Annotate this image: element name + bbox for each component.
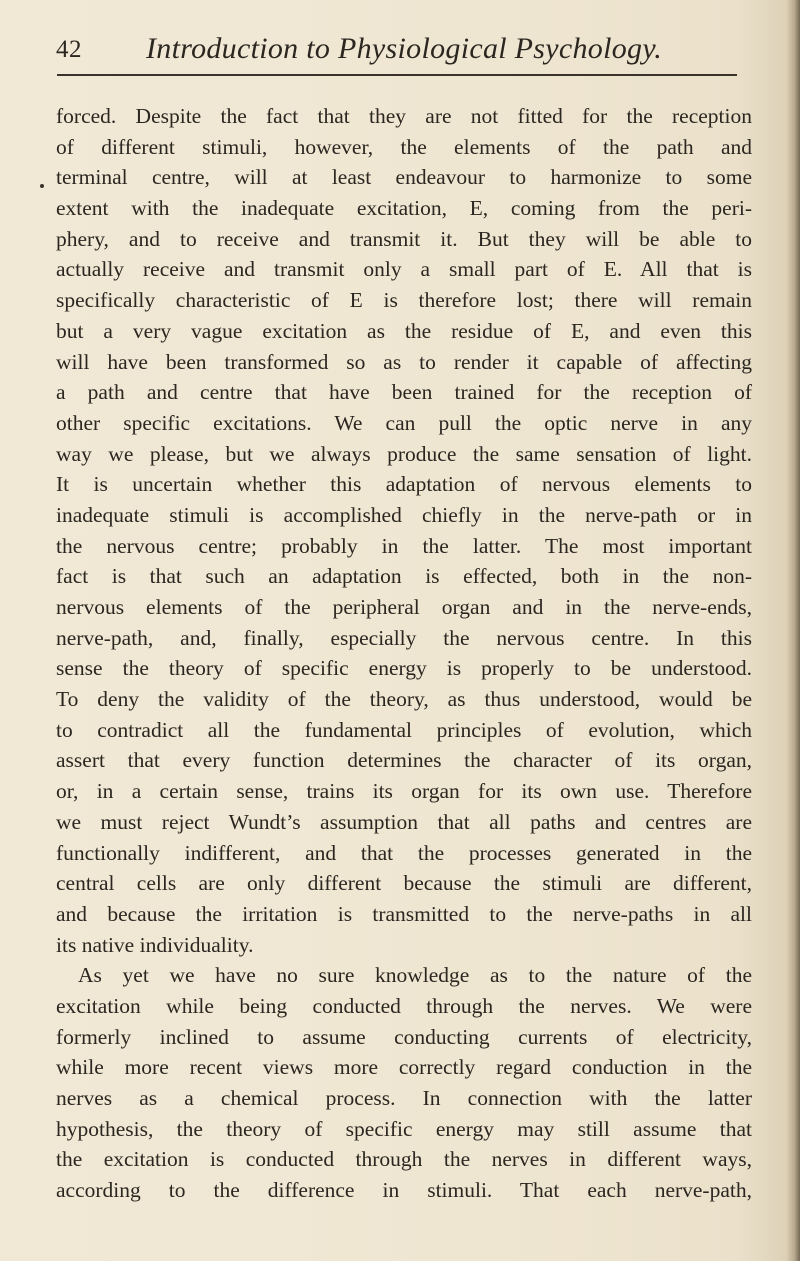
text-line: other specific excitations. We can pull the optic nerve in any bbox=[56, 410, 752, 435]
text-line: excitation while being conducted through the nerves. We were bbox=[56, 993, 752, 1018]
text-line: functionally indifferent, and that the processes generated in the bbox=[56, 840, 752, 865]
text-line: forced. Despite the fact that they are not fitted for the reception bbox=[56, 104, 752, 128]
text-line: the excitation is conducted through the nerves in different ways, bbox=[56, 1147, 752, 1172]
text-line: phery, and to receive and transmit it. But they will be able to bbox=[56, 226, 752, 251]
text-line: or, in a certain sense, trains its organ for its own use. Therefore bbox=[56, 779, 752, 804]
text-line: sense the theory of specific energy is properly to be understood. bbox=[56, 656, 752, 681]
text-line: assert that every function determines the character of its organ, bbox=[56, 748, 752, 773]
body-text bbox=[56, 101, 752, 1206]
text-line: actually receive and transmit only a small part of E. All that is bbox=[56, 257, 752, 282]
text-line: but a very vague excitation as the residue of E, and even this bbox=[56, 318, 752, 343]
page-number: 42 bbox=[56, 36, 82, 63]
text-line: while more recent views more correctly regard conduction in the bbox=[56, 1055, 752, 1080]
header-rule bbox=[57, 74, 737, 76]
text-line: the nervous centre; probably in the latter. The most important bbox=[56, 533, 752, 558]
text-line: hypothesis, the theory of specific energy may still assume that bbox=[56, 1116, 752, 1141]
text-line: according to the difference in stimuli. That each nerve-path, bbox=[56, 1178, 752, 1203]
text-line: nervous elements of the peripheral organ and in the nerve-ends, bbox=[56, 595, 752, 619]
page-header bbox=[56, 28, 756, 68]
text-line: its native individuality. bbox=[56, 932, 254, 957]
text-line: extent with the inadequate excitation, E, coming from the peri- bbox=[56, 196, 752, 221]
running-title: Introduction to Physiological Psychology. bbox=[146, 32, 663, 65]
page-edge-shadow bbox=[786, 0, 800, 1261]
text-line: a path and centre that have been trained for the reception of bbox=[56, 380, 752, 405]
text-line: to contradict all the fundamental principles of evolution, which bbox=[56, 717, 752, 742]
text-line: will have been transformed so as to render it capable of affecting bbox=[56, 349, 752, 374]
text-line: nerve-path, and, finally, especially the nervous centre. In this bbox=[56, 625, 752, 650]
text-line: formerly inclined to assume conducting currents of electricity, bbox=[56, 1024, 752, 1049]
text-line: It is uncertain whether this adaptation of nervous elements to bbox=[56, 472, 752, 497]
text-line: inadequate stimuli is accomplished chiefly in the nerve-path or in bbox=[56, 502, 752, 527]
text-line: fact is that such an adaptation is effected, both in the non- bbox=[56, 564, 752, 589]
text-line: To deny the validity of the theory, as thus understood, would be bbox=[56, 687, 752, 712]
margin-mark bbox=[40, 184, 44, 188]
text-line: As yet we have no sure knowledge as to the nature of the bbox=[78, 963, 752, 988]
text-line: terminal centre, will at least endeavour to harmonize to some bbox=[56, 165, 752, 190]
text-line: specifically characteristic of E is therefore lost; there will remain bbox=[56, 288, 752, 313]
text-line: nerves as a chemical process. In connection with the latter bbox=[56, 1086, 752, 1110]
text-line: central cells are only different because the stimuli are different, bbox=[56, 871, 752, 896]
text-line: way we please, but we always produce the same sensation of light. bbox=[56, 441, 752, 466]
text-line: and because the irritation is transmitted to the nerve-paths in all bbox=[56, 901, 752, 926]
text-line: of different stimuli, however, the elements of the path and bbox=[56, 134, 752, 159]
text-line: we must reject Wundt’s assumption that all paths and centres are bbox=[56, 809, 752, 834]
